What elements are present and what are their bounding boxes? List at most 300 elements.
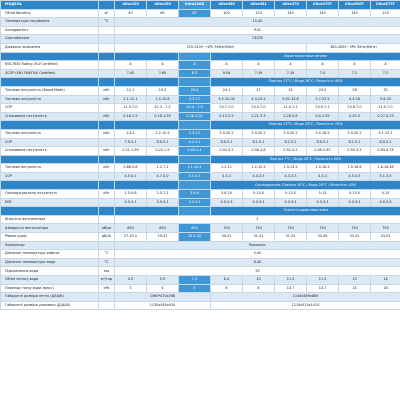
value-cell: 0.49-2.4 — [179, 147, 211, 156]
section-unit-cell — [99, 155, 115, 164]
section-row — [1, 155, 400, 164]
row-label: Споживана потужність — [1, 112, 99, 121]
data-row — [1, 224, 400, 233]
row-label: COP — [1, 172, 99, 181]
value-cell: 1.8-1 — [115, 129, 147, 138]
row-unit: kPa — [99, 284, 115, 293]
data-row — [1, 147, 400, 156]
value-cell: 8.1-5.2 — [339, 138, 371, 147]
header-unit — [99, 1, 115, 10]
spanned-row — [1, 293, 400, 302]
value-cell: 4.0-3.2 — [243, 198, 275, 207]
value-cell: 2.5-7.2 — [147, 190, 179, 199]
row-label: Охолоджувальна потужність — [1, 190, 99, 199]
value-cell: 0.18-1.93 — [147, 112, 179, 121]
value-cell: 0.51-4.2 — [275, 147, 307, 156]
value-cell: 4.5-4.1 — [115, 198, 147, 207]
value-cell: 20.4 — [179, 86, 211, 95]
section-unit-cell — [99, 207, 115, 216]
section-row — [1, 121, 400, 130]
row-unit: кВт — [99, 95, 115, 104]
row-unit: кВт — [99, 164, 115, 173]
value-cell: 3.6-9 — [179, 190, 211, 199]
value-cell: 1.2-10.5 — [147, 129, 179, 138]
row-label: Підключення води — [1, 267, 99, 276]
value-cell: 28 — [339, 86, 371, 95]
value-cell: 1.2-12.2 — [243, 164, 275, 173]
value-cell: 5-10.5 — [243, 190, 275, 199]
section-row — [1, 207, 400, 216]
section-title: Повітря 7°C / Вода 26°C / Вологість 80% — [211, 155, 400, 164]
value-cell: 29-47 — [147, 233, 179, 242]
value-cell: 4 — [147, 284, 179, 293]
model-name: Ultra240D — [179, 1, 211, 10]
value-cell: 4.5 — [115, 276, 147, 285]
row-label: Об'єм басейну — [1, 9, 99, 18]
value-cell: 140 — [339, 9, 371, 18]
value-cell: 7.65 — [147, 69, 179, 78]
value-cell: 21.0-7.1 — [275, 104, 307, 113]
row-label: Діапазон температури води — [1, 258, 99, 267]
data-row — [1, 104, 400, 113]
value-cell: 60 — [147, 9, 179, 18]
value-cell: 0.26-3.6 — [275, 112, 307, 121]
value-cell: 5 — [179, 284, 211, 293]
row-label: EER — [1, 198, 99, 207]
value-cell: 4.7-4.0 — [147, 172, 179, 181]
section-unit-cell — [99, 78, 115, 87]
row-unit — [99, 104, 115, 113]
value-cell: 4.0-3.2 — [275, 198, 307, 207]
row-unit — [99, 293, 115, 302]
value-cell: 4-15.5 — [339, 190, 371, 199]
value-cell: 9.54 — [211, 69, 243, 78]
spanned-row — [1, 35, 400, 44]
row-label: Джерело живлення — [1, 43, 99, 52]
spanned-value: Panasonic — [115, 241, 400, 250]
value-cell: 4.0-3.3 — [371, 198, 400, 207]
row-unit — [99, 35, 115, 44]
value-cell: 100 — [211, 9, 243, 18]
value-cell: A — [275, 61, 307, 70]
spanned-row — [1, 215, 400, 224]
value-cell: 22.4 - 7.9 — [179, 104, 211, 113]
row-unit — [99, 138, 115, 147]
value-cell: 3.3-20.2 — [275, 129, 307, 138]
section-cell — [179, 155, 211, 164]
value-cell: 0.46-3.8 — [243, 147, 275, 156]
value-cell: 0.26-2.02 — [179, 112, 211, 121]
spanned-row — [1, 301, 400, 310]
row-label: COP — [1, 138, 99, 147]
value-cell: 4.5-3.2 — [307, 198, 339, 207]
value-cell: 5.9 — [147, 276, 179, 285]
value-cell: 2.5-15.8 — [147, 95, 179, 104]
section-row — [1, 181, 400, 190]
value-cell: 8 — [243, 284, 275, 293]
value-cell: 31-51 — [243, 233, 275, 242]
value-cell: 23.5 — [307, 86, 339, 95]
value-cell: 27 — [243, 86, 275, 95]
section-unit-cell — [99, 52, 115, 61]
row-unit: кВт — [99, 112, 115, 121]
value-cell: 3.3-20.2 — [211, 129, 243, 138]
spanned-value: 50 — [115, 267, 400, 276]
data-row — [1, 112, 400, 121]
value-cell: 14.7 — [275, 284, 307, 293]
value-cell: 3.9-3.2 — [147, 198, 179, 207]
value-cell: 12.1 — [115, 86, 147, 95]
data-row — [1, 69, 400, 78]
value-cell: 4.4-3.5 — [243, 172, 275, 181]
value-cell: 120 — [371, 9, 400, 18]
value-cell: A — [147, 61, 179, 70]
row-label: EN17645 Rating (TuV Certified) — [1, 61, 99, 70]
value-cell: 5-13 — [307, 190, 339, 199]
row-unit — [99, 172, 115, 181]
row-unit: °C — [99, 250, 115, 259]
row-label: Габаритні розміри упаковки (Д/Ш/В) — [1, 301, 99, 310]
data-row — [1, 190, 400, 199]
value-cell: 140 — [275, 9, 307, 18]
row-label: Компресор — [1, 241, 99, 250]
spanned-value: 8-40 — [115, 258, 400, 267]
value-cell: 14 — [371, 276, 400, 285]
value-cell: 1.1-10.4 — [179, 164, 211, 173]
value-cell: 0.25-1.9 — [147, 147, 179, 156]
value-cell: 1.5-4.8 — [115, 190, 147, 199]
value-cell: A — [115, 61, 147, 70]
value-cell: 11.3 — [307, 276, 339, 285]
value-cell: A — [211, 61, 243, 70]
value-cell: 7.45 — [115, 69, 147, 78]
value-cell: 4-15 — [371, 190, 400, 199]
row-unit: дБ(А) — [99, 233, 115, 242]
value-cell: 0.4-2.05 — [307, 112, 339, 121]
row-label: Споживана потужність — [1, 147, 99, 156]
spanned-value: R32 — [115, 26, 400, 35]
value-cell: 750 — [339, 224, 371, 233]
section-unit-cell — [99, 121, 115, 130]
row-unit: об/хв — [99, 224, 115, 233]
value-cell: 8.2-5.2 — [275, 138, 307, 147]
model-name: Ultra370 — [275, 1, 307, 10]
section-cell — [115, 121, 179, 130]
spanned-value: 1 — [115, 215, 400, 224]
row-unit — [99, 69, 115, 78]
value-cell: 140 — [307, 9, 339, 18]
value-cell: 0.25-3 — [339, 112, 371, 121]
section-row — [1, 78, 400, 87]
spanned-row — [1, 26, 400, 35]
value-cell: 650 — [115, 224, 147, 233]
value-cell: 2.1-12.1 — [115, 95, 147, 104]
row-label: SCOP (EN17645TuV Certified) — [1, 69, 99, 78]
spanned-value: 1210x515x1010 — [211, 301, 400, 310]
value-cell: 7.39 — [275, 69, 307, 78]
spanned-value: 220-240V~/1Ph 50Hz(60Hz) — [115, 43, 307, 52]
data-row — [1, 172, 400, 181]
value-cell: 32 — [275, 86, 307, 95]
value-cell: 4.3-3.5 — [275, 172, 307, 181]
value-cell: 11.3 — [275, 276, 307, 285]
data-row — [1, 61, 400, 70]
value-cell: 3 — [115, 284, 147, 293]
model-name: Ultra150 — [147, 1, 179, 10]
value-cell: 21.0-7.0 — [371, 104, 400, 113]
header-row — [1, 1, 400, 10]
row-unit: °C — [99, 258, 115, 267]
value-cell: 8.0-5.1 — [147, 138, 179, 147]
value-cell: 1.2-7.2 — [147, 164, 179, 173]
spanned-value: 1060*470x768 — [115, 293, 211, 302]
value-cell: 0.86-5.8 — [115, 164, 147, 173]
row-unit: °C — [99, 18, 115, 27]
row-label: Габаритні розміри нетто (Д/Ш/В) — [1, 293, 99, 302]
value-cell: 4.5-4.1 — [115, 172, 147, 181]
value-cell: 80 — [179, 9, 211, 18]
row-unit: м³/год — [99, 276, 115, 285]
section-title: Характеристики нагріву — [211, 52, 400, 61]
section-cell — [179, 207, 211, 216]
header-label: МОДЕЛЬ — [1, 1, 99, 10]
value-cell: 0.63-4.76 — [371, 147, 400, 156]
model-name: Ultra360 — [211, 1, 243, 10]
value-cell: 3.1-23.1 — [371, 129, 400, 138]
value-cell: 0.55-3.5 — [339, 147, 371, 156]
section-cell — [115, 181, 179, 190]
value-cell: 15.3 — [147, 86, 179, 95]
data-row — [1, 9, 400, 18]
value-cell: 31-52 — [275, 233, 307, 242]
row-label: Швидкість вентилятора — [1, 224, 99, 233]
value-cell: 6 — [211, 284, 243, 293]
row-unit — [99, 61, 115, 70]
section-cell — [115, 78, 179, 87]
value-cell: 27-45.5 — [115, 233, 147, 242]
value-cell: 4.3-23.5 — [243, 95, 275, 104]
data-row — [1, 276, 400, 285]
value-cell: 0.27-4.23 — [371, 112, 400, 121]
data-row — [1, 284, 400, 293]
model-name: Ultra370T — [307, 1, 339, 10]
value-cell: 4.1-3.5 — [371, 172, 400, 181]
value-cell: 20.6-7.0 — [339, 104, 371, 113]
value-cell: 7.4 — [307, 69, 339, 78]
value-cell: 7.3 — [179, 276, 211, 285]
section-title: Повітря 27°C / Вода 26°C / Вологість 80% — [211, 78, 400, 87]
section-cell — [179, 181, 211, 190]
value-cell: 3.9-3.2 — [179, 198, 211, 207]
value-cell: 700 — [211, 224, 243, 233]
spanned-value: CE/CB — [115, 35, 400, 44]
value-cell: 1.8-18.48 — [371, 164, 400, 173]
value-cell: 0.21-3.3 — [243, 112, 275, 121]
section-cell — [115, 52, 179, 61]
value-cell: 33-52 — [371, 233, 400, 242]
row-unit — [99, 198, 115, 207]
value-cell: 750 — [371, 224, 400, 233]
value-cell: 4.3-3 — [211, 172, 243, 181]
section-title: Технічні характеристики — [211, 207, 400, 216]
value-cell: 1.5-16.2 — [307, 164, 339, 173]
value-cell: 8.0-5.1 — [307, 138, 339, 147]
value-cell: 24.1 — [211, 86, 243, 95]
row-label: Теплова потужність — [1, 164, 99, 173]
value-cell: 4.5-4.1 — [179, 172, 211, 181]
value-cell: 10 — [243, 276, 275, 285]
value-cell: 4.0-3.2 — [339, 198, 371, 207]
section-cell — [115, 207, 179, 216]
value-cell: 8.4 — [211, 276, 243, 285]
section-label-cell — [1, 155, 99, 164]
section-title: Повітря 15°C / Вода 26°C / Вологість 70% — [211, 121, 400, 130]
value-cell: 20.0-7.0 — [243, 104, 275, 113]
section-label-cell — [1, 78, 99, 87]
spanned-value: 1130x485x910 — [115, 301, 211, 310]
row-label: Температура нагрівання — [1, 18, 99, 27]
value-cell: 8.0-5.1 — [371, 138, 400, 147]
data-row — [1, 164, 400, 173]
value-cell: 21.5-7.0 — [115, 104, 147, 113]
value-cell: 8.3 — [179, 69, 211, 78]
row-unit: мм — [99, 267, 115, 276]
value-cell: 2.4-18.5 — [307, 129, 339, 138]
value-cell: 33-51 — [339, 233, 371, 242]
section-label-cell — [1, 121, 99, 130]
value-cell: 40 — [115, 9, 147, 18]
row-unit — [99, 43, 115, 52]
data-row — [1, 86, 400, 95]
model-name: Ultra500T — [339, 1, 371, 10]
value-cell: 9.4-5.2 — [179, 138, 211, 147]
row-unit: м³ — [99, 9, 115, 18]
data-row — [1, 95, 400, 104]
value-cell: 0.21-1.59 — [115, 147, 147, 156]
spanned-row — [1, 241, 400, 250]
section-cell — [179, 121, 211, 130]
value-cell: 5.6-33 — [371, 95, 400, 104]
value-cell: A — [307, 61, 339, 70]
row-unit: кВт — [99, 190, 115, 199]
spanned-value: 15-40 — [115, 18, 400, 27]
value-cell: 3.3-20.2 — [243, 129, 275, 138]
spanned-row — [1, 267, 400, 276]
value-cell: 650 — [147, 224, 179, 233]
value-cell: 0.13-2.5 — [211, 112, 243, 121]
value-cell: 33-49 — [307, 233, 339, 242]
section-label-cell — [1, 181, 99, 190]
row-unit — [99, 301, 115, 310]
value-cell: 7.9-5.1 — [115, 138, 147, 147]
value-cell: 3.5-20.04 — [211, 95, 243, 104]
value-cell: 7.39 — [243, 69, 275, 78]
value-cell: A — [179, 61, 211, 70]
row-unit — [99, 241, 115, 250]
spanned-row — [1, 18, 400, 27]
row-label: COP — [1, 104, 99, 113]
value-cell: 18 — [371, 284, 400, 293]
value-cell: 0.16-1.5 — [115, 112, 147, 121]
data-row — [1, 198, 400, 207]
value-cell: 0.49-2.87 — [307, 147, 339, 156]
row-unit: кВт — [99, 147, 115, 156]
model-name: Ultra361 — [243, 1, 275, 10]
value-cell: 2.5-12 — [179, 129, 211, 138]
model-name: Ultra120 — [115, 1, 147, 10]
section-cell — [115, 155, 179, 164]
section-row — [1, 52, 400, 61]
value-cell: 8.0-5.1 — [211, 138, 243, 147]
value-cell: 8.1-5.1 — [243, 138, 275, 147]
value-cell: 650 — [179, 224, 211, 233]
spanned-value: 5-40 — [115, 250, 400, 259]
row-label: Кількість вентилятора — [1, 215, 99, 224]
value-cell: 3.6-10 — [211, 190, 243, 199]
row-label: Холодоагент — [1, 26, 99, 35]
value-cell: 4.0-2.5 — [211, 198, 243, 207]
value-cell: 1.3-13.2 — [275, 164, 307, 173]
value-cell: 4.3-28 — [339, 95, 371, 104]
row-unit: кВт — [99, 86, 115, 95]
spanned-row — [1, 43, 400, 52]
value-cell: 22.3 - 7.2 — [147, 104, 179, 113]
section-cell — [179, 78, 211, 87]
row-label: Рівень шуму — [1, 233, 99, 242]
row-label: Об'єм потоку води — [1, 276, 99, 285]
value-cell: 4.3-3 — [307, 172, 339, 181]
value-cell: A — [339, 61, 371, 70]
value-cell: 5-13.5 — [275, 190, 307, 199]
row-label: Сертифікація — [1, 35, 99, 44]
row-label: Теплова потужність — [1, 129, 99, 138]
value-cell: 7.2 — [339, 69, 371, 78]
value-cell: 20.7-7.0 — [211, 104, 243, 113]
value-cell: 3.7-23.5 — [307, 95, 339, 104]
value-cell: 26.5-45 — [179, 233, 211, 242]
value-cell: 1.2-11 — [211, 164, 243, 173]
value-cell: 750 — [243, 224, 275, 233]
spanned-row — [1, 250, 400, 259]
value-cell: 5.01-33.6 — [275, 95, 307, 104]
data-row — [1, 129, 400, 138]
value-cell: 3.3-20.2 — [339, 129, 371, 138]
section-label-cell — [1, 207, 99, 216]
value-cell: 13 — [339, 276, 371, 285]
value-cell: 7.2 — [371, 69, 400, 78]
value-cell: 120 — [243, 9, 275, 18]
value-cell: 750 — [275, 224, 307, 233]
section-unit-cell — [99, 181, 115, 190]
model-name: Ultra575T — [371, 1, 400, 10]
value-cell: 1.5-16.6 — [339, 164, 371, 173]
spanned-row — [1, 258, 400, 267]
value-cell: 32 — [371, 86, 400, 95]
row-label: Перепад тиску води (макс) — [1, 284, 99, 293]
row-unit — [99, 215, 115, 224]
spanned-value: 380-400V~3Ph 50Hz(60Hz) — [307, 43, 400, 52]
value-cell: 30-51 — [211, 233, 243, 242]
value-cell: 14.7 — [307, 284, 339, 293]
value-cell: 0.42-3.2 — [211, 147, 243, 156]
value-cell: 750 — [307, 224, 339, 233]
row-unit: кВт — [99, 129, 115, 138]
row-label: Діапазон температури роботи — [1, 250, 99, 259]
value-cell: A — [243, 61, 275, 70]
section-label-cell — [1, 52, 99, 61]
row-label: Теплова потужність — [1, 95, 99, 104]
value-cell: 3.2-17 — [179, 95, 211, 104]
